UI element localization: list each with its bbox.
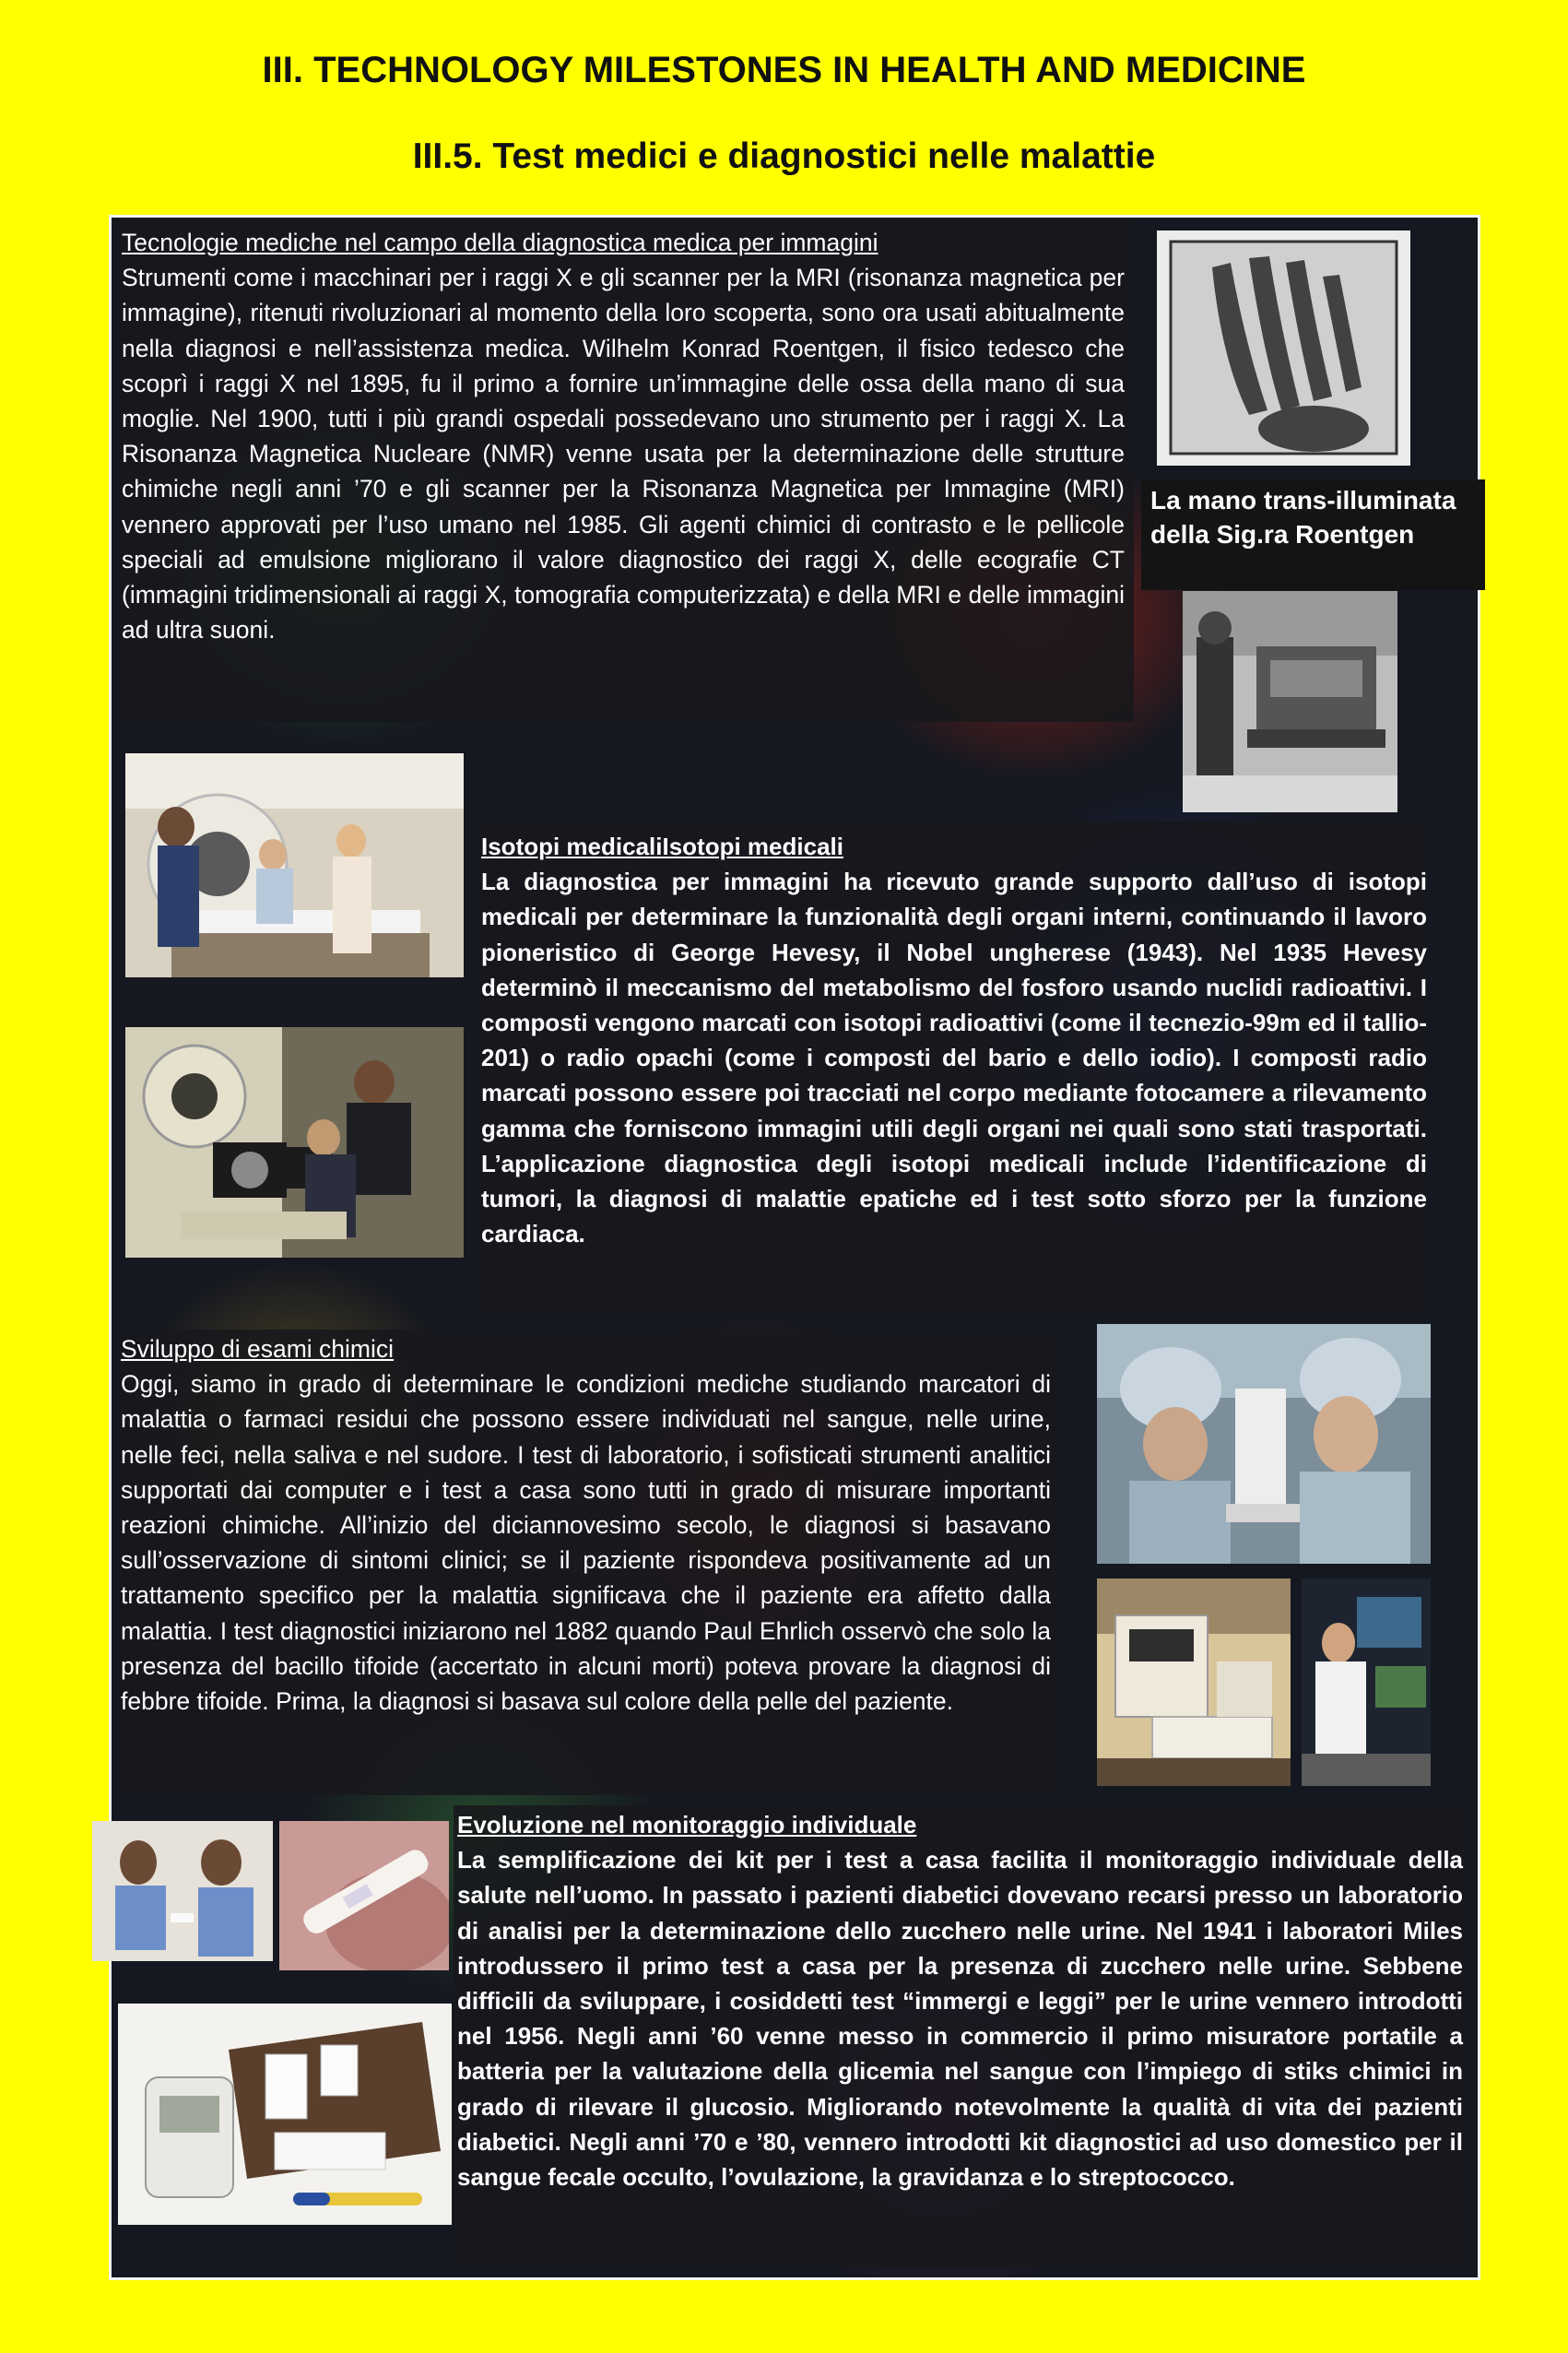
microscope-researchers-photo [1097, 1324, 1431, 1564]
imaging-section [115, 219, 1134, 722]
imaging-body: Strumenti come i macchinari per i raggi X e gli scanner per la MRI (risonanza magnetica per immagine), ritenuti rivoluzionari al momento della loro scoperta, sono ora usati abitualmente nella diagnosi e nell’assistenza medica. Wilhelm Konrad Roentgen, il fisico tedesco che scoprì i raggi X nel 1895, fu il primo a fornire un’immagine delle ossa della mano di sua moglie. Nel 1900, tutti i più grandi ospedali possedevano uno strumento per i raggi X. La Risonanza Magnetica Nucleare (NMR) venne usata per la determinazione delle strutture chimiche negli anni ’70 e gli scanner per la Risonanza Magnetica per Immagine (MRI) vennero approvati per l’uso umano nel 1985. Gli agenti chimici di contrasto e le pellicole speciali ad emulsione migliorano il valore diagnostico dei raggi X, delle ecografie CT (immagini tridimensionali ai raggi X, tomografia computerizzata) e della MRI e delle immagini ad ultra suoni. [122, 264, 1125, 644]
monitoring-heading: Evoluzione nel monitoraggio individuale [457, 1811, 917, 1839]
monitoring-body: La semplificazione dei kit per i test a casa facilita il monitoraggio individuale della salute nell’uomo. In passato i pazienti diabetici dovevano recarsi presso un laboratorio di analisi per la determinazione dello zucchero nelle urine. Nel 1941 i laboratori Miles introdussero il primo test a casa per la presenza di zucchero nelle urine. Sebbene difficili da sviluppare, i cosiddetti test “immergi e leggi” per le urine vennero introdotti nel 1956. Negli anni ’60 venne messo in commercio il primo misuratore portatile a batteria per la valutazione della glicemia nel sangue con l’impiego di stiks chimici in grado di rilevare il glucosio. Migliorando notevolmente la qualità di vita dei pazienti diabetici. Negli anni ’70 e ’80, vennero introdotti kit diagnostici ad uso domestico per il sangue fecale occulto, l’ovulazione, la gravidanza e lo streptococco. [457, 1846, 1463, 2192]
isotopes-body: La diagnostica per immagini ha ricevuto grande supporto dall’uso di isotopi medicali per determinare la funzionalità degli organi interni, continuando il lavoro pioneristico di George Hevesy, il Nobel ungherese (1943). Nel 1935 Hevesy determinò il meccanismo del metabolismo del fosforo usando nuclidi radioattivi. I composti vengono marcati con isotopi radioattivi (come il tecnezio-99m ed il tallio-201) o radio opachi (come i composti del bario e dello iodio). I composti radio marcati possono essere poi tracciati nel corpo mediante fotocamere a rilevamento gamma che forniscono immagini utili degli organi nei quali sono stati trasportati. L’applicazione diagnostica degli isotopi medicali include l’identificazione di tumori, la diagnosi di malattie epatiche ed i test sotto sforzo per la funzione cardiaca. [481, 868, 1427, 1248]
chemical-section [115, 1330, 1058, 1795]
monitoring-section [454, 1805, 1470, 2268]
scanner-technicians-photo [125, 1027, 464, 1258]
xray-hand-photo [1157, 231, 1410, 466]
xray-caption: La mano trans-illuminata della Sig.ra Roentgen [1141, 479, 1485, 590]
pregnancy-test-photo [279, 1821, 449, 1970]
chemical-body: Oggi, siamo in grado di determinare le condizioni mediche studiando marcatori di malattia o farmaci residui che possono essere individuati nel sangue, nelle urine, nelle feci, nella saliva e nel sudore. I test di laboratorio, i sofisticati strumenti analitici supportati dai computer e i test a casa sono tutti in grado di misurare importanti reazioni chimiche. All’inizio del diciannovesimo secolo, le diagnosi si basavano sull’osservazione di sintomi clinici; se il paziente rispondeva positivamente ad un trattamento specifico per la malattia significava che il paziente era affetto dalla malattia. I test diagnostici iniziarono nel 1882 quando Paul Ehrlich osservò che solo la presenza del bacillo tifoide (accertato in alcuni morti) poteva provare la diagnosi di febbre tifoide. Prima, la diagnosi si basava sul colore della pelle del paziente. [121, 1370, 1051, 1716]
page-subtitle: III.5. Test medici e diagnostici nelle malattie [412, 136, 1156, 176]
chemical-heading: Sviluppo di esami chimici [121, 1335, 395, 1363]
isotopes-heading: Isotopi medicaliIsotopi medicali [481, 833, 843, 860]
imaging-heading: Tecnologie mediche nel campo della diagnostica medica per immagini [122, 229, 878, 256]
isotopes-section [477, 822, 1427, 1318]
ct-scanner-photo [125, 753, 464, 977]
lab-analyzer-photo [1097, 1579, 1291, 1786]
home-test-patient-photo [92, 1821, 273, 1961]
glucose-meter-kit-photo [118, 2004, 452, 2225]
page-title: III. TECHNOLOGY MILESTONES IN HEALTH AND MEDICINE [262, 50, 1306, 90]
xray-machine-photo [1183, 591, 1397, 812]
lab-technician-photo [1302, 1579, 1431, 1786]
